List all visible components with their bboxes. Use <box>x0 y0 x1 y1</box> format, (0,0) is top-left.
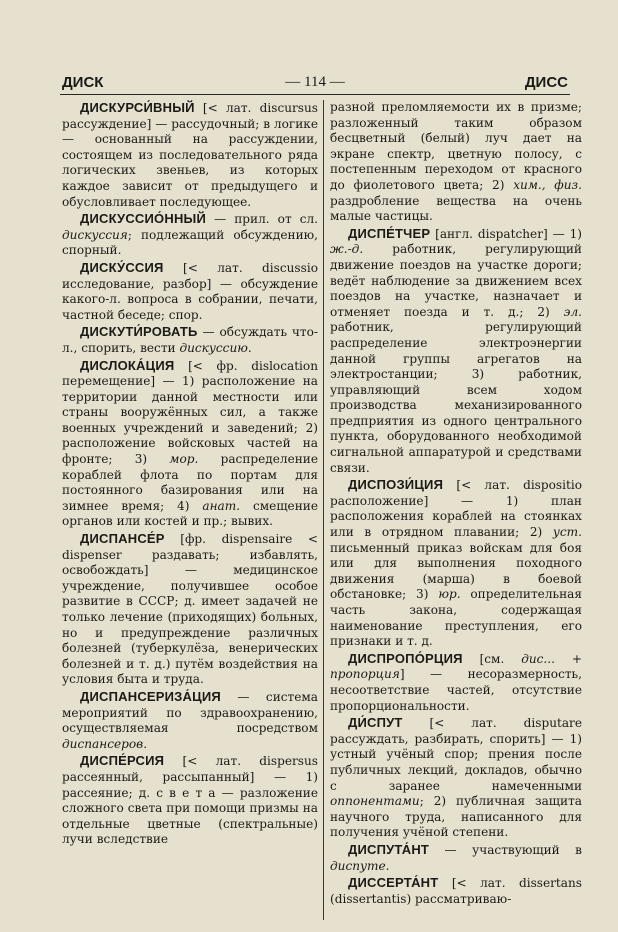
definition-text: смещение органов или костей и пр.; вывих. <box>62 498 318 529</box>
usage-label: юр. <box>438 587 461 602</box>
cross-reference: пропорция <box>330 667 400 682</box>
entry-diskussionny <box>62 211 318 259</box>
definition-text: [см. <box>462 651 522 666</box>
definition-text: — система мероприятий по здравоохранению, осуществляемая посредством <box>62 689 318 736</box>
definition-text: . <box>143 736 148 751</box>
definition-text: работник, регулирующий движение поездов на участке дороги; ведёт наблюдение за движением всех поездов на участке, назначает и отменяет поезда и т. д.; 2) <box>330 242 582 319</box>
cross-reference: дискуссию <box>179 340 248 355</box>
headword: ДИ́СПУТ <box>348 715 403 731</box>
definition-text: [< фр. dislocation перемещение] — 1) расположение на территории данной местности или страны вооружённых сил, а также военных учреждений и заведений; 2) расположение войсковых частей на фронте; 3) <box>62 358 318 467</box>
cross-reference: диспуте <box>330 858 386 873</box>
entry-diskussiya <box>62 260 318 323</box>
usage-label: мор. <box>169 452 199 467</box>
definition-text: . <box>385 858 390 873</box>
page-number: — 114 — <box>285 74 345 90</box>
cross-reference: диспансеров <box>62 736 144 751</box>
headword: ДИСПАНСЕРИЗА́ЦИЯ <box>80 688 221 704</box>
definition-text: ; 2) публичная защита научного труда, написанного для получения учёной степени. <box>330 794 582 840</box>
left-column <box>62 100 318 849</box>
definition-text: + <box>554 651 582 666</box>
entry-diskursivny <box>62 100 318 210</box>
definition-text: [< лат. discursus рассуждение] — рассудочный; в логике — основанный на рассуждении, состоящем из последовательного ряда логических звеньев, из которых каждое зависит от предыдущего и обусловливает последующее. <box>62 101 318 209</box>
usage-label: ж.-д. <box>330 242 364 257</box>
entry-dissertant <box>330 875 582 907</box>
usage-label: эл. <box>563 304 582 319</box>
entry-dislokatsiya <box>62 358 318 531</box>
definition-text: [фр. dispensaire < dispenser раздавать; избавлять, освобождать] — медицинское учреждение, получившее особое развитие в СССР; д. имеет задачей не только лечение (приходящих) больных, но и предупреждение различных болезней (туберкулёза, венерических болезней и т. д.) путём воздействия на условия быта и труда. <box>62 532 318 687</box>
usage-label: хим., физ. <box>513 177 582 192</box>
column-divider <box>323 100 324 920</box>
cross-reference: оппонентами <box>330 794 420 809</box>
usage-label: уст. <box>552 525 582 540</box>
entry-disproportsiya <box>330 651 582 714</box>
right-column <box>330 100 582 908</box>
usage-label: анат. <box>202 498 241 513</box>
cross-reference: дис... <box>521 651 555 666</box>
headword: ДИСПУТА́НТ <box>348 841 430 857</box>
cross-reference: дискуссия <box>62 227 128 242</box>
definition-text: [< лат. disputare рассуждать, разбирать, спорить] — 1) устный учёный спор; прения после публичных лекций, докладов, обычно с заранее намеченными <box>330 716 582 793</box>
definition-text: — участвующий в <box>429 842 582 857</box>
header-left-guide-word: ДИСК <box>62 74 104 91</box>
headword: ДИСПРОПО́РЦИЯ <box>348 650 463 666</box>
headword: ДИСКУРСИ́ВНЫЙ <box>80 100 195 115</box>
entry-dispozitsiya <box>330 477 582 650</box>
definition-text: определительная часть закона, содержащая наименование преступления, его признаки и т. д. <box>330 587 583 649</box>
definition-text: — прил. от сл. <box>206 212 318 227</box>
entry-disputant <box>330 842 582 874</box>
headword: ДИСЛОКА́ЦИЯ <box>80 357 175 373</box>
headword: ДИСПАНСЕ́Р <box>80 531 165 547</box>
entry-dispanser <box>62 531 318 688</box>
entry-dispersiya <box>62 753 318 848</box>
page-header <box>60 72 570 95</box>
definition-text: [англ. dispatcher] — 1) <box>430 226 582 241</box>
definition-text: [< лат. dispositio расположение] — 1) план расположения кораблей на стоянках или в отрядном плавании; 2) <box>330 478 582 540</box>
headword: ДИСКУССИО́ННЫЙ <box>80 211 207 227</box>
definition-text: раздробление вещества на очень малые частицы. <box>330 193 582 224</box>
headword: ДИССЕРТА́НТ <box>348 875 439 891</box>
definition-text: — обсуждать что-л., спорить, вести <box>62 325 318 355</box>
definition-text: [< лат. dissertans (dissertantis) рассматриваю- <box>330 876 582 906</box>
headword: ДИСПЕ́РСИЯ <box>80 753 165 769</box>
definition-text: [< лат. dispersus рассеянный, рассыпанный] — 1) рассеяние; д. с в е т а — разложение сложного света при помощи призмы на отдельные цветные (спектральные) лучи вследствие <box>62 754 318 847</box>
definition-text: распределение кораблей флота по портам для постоянного базирования или на зимнее время; 4) <box>62 452 318 513</box>
header-right-guide-word: ДИСС <box>524 74 568 91</box>
definition-text: работник, регулирующий распределение электроэнергии данной группы агрегатов на электростанции; 3) работник, управляющий всем ходом производства механизированного предприятия из одного центрального пункта, оборудованного необходимой сигнальной аппаратурой и средствами связи. <box>330 320 582 475</box>
headword: ДИСПЕ́ТЧЕР <box>348 225 431 241</box>
definition-text: . <box>247 340 252 355</box>
entry-dispanserizatsiya <box>62 689 318 752</box>
entry-dispersiya-continued <box>330 100 582 225</box>
entry-diskutirovat <box>62 324 318 356</box>
headword: ДИСКУТИ́РОВАТЬ <box>80 324 198 340</box>
definition-text: [< лат. discussio исследование, разбор] — обсуждение какого-л. вопроса в собрании, печати, частной беседе; спор. <box>62 260 318 322</box>
definition-text: ; подлежащий обсуждению, спорный. <box>62 227 318 258</box>
headword: ДИСКУ́ССИЯ <box>80 259 164 275</box>
definition-text: ] — несоразмерность, несоответствие частей, отсутствие пропорциональности. <box>330 667 582 713</box>
definition-text: разной преломляемости их в призме; разложенный таким образом бесцветный (белый) луч дает на экране спектр, цветную полосу, с постепенным переходом от красного до фиолетового цвета; 2) <box>330 100 582 192</box>
entry-disput <box>330 715 582 841</box>
headword: ДИСПОЗИ́ЦИЯ <box>348 477 444 493</box>
entry-dispetcher <box>330 226 582 477</box>
definition-text: письменный приказ войскам для боя или для выполнения походного движения (марша) в боевой обстановке; 3) <box>330 540 582 602</box>
